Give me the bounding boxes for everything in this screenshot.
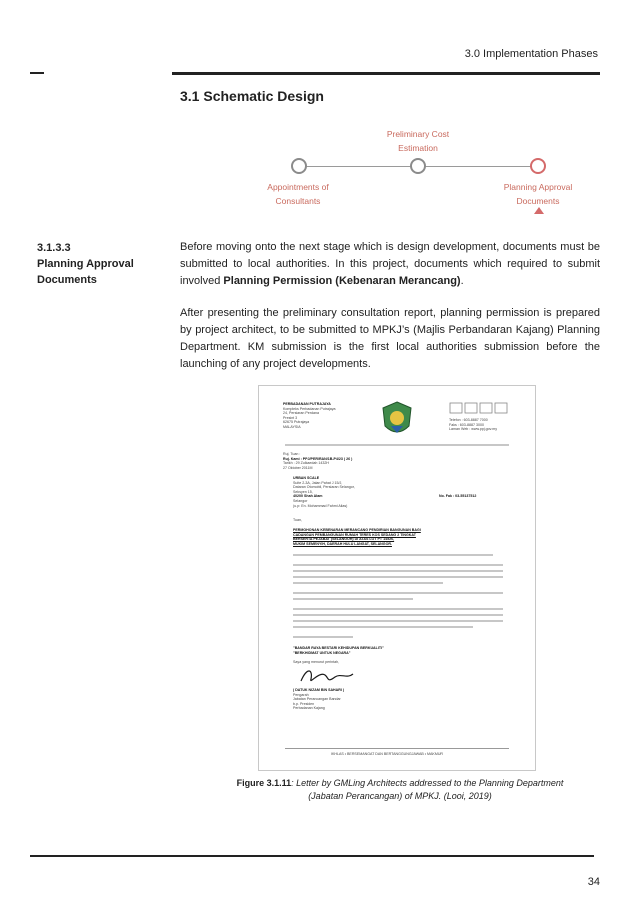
timeline-label-line: Appointments of bbox=[267, 182, 329, 192]
letter-line: Selangor bbox=[293, 498, 308, 503]
letter-line: 24, Persiaran Perdana bbox=[283, 411, 319, 416]
header-title: 3.0 Implementation Phases bbox=[464, 48, 598, 60]
letter-footer: IKHLAS • BERSEMANGAT DAN BERTANGGUNGJAWAB • MAKMUR bbox=[331, 752, 444, 756]
letter-line: PERBADANAN PUTRAJAYA bbox=[283, 402, 331, 406]
body-paragraph-2: After presenting the preliminary consultation report, planning permission is prepared by project architect, to be submitted to MPKJ’s (Majlis Perbandaran Kajang) Planning Department. KM submission is the first local authorities submission before the launching of any project developments. bbox=[180, 307, 600, 370]
letter-line: Presint 3 bbox=[283, 415, 298, 420]
figure-letter-image bbox=[258, 385, 536, 771]
timeline-label-line: Documents bbox=[516, 196, 560, 206]
letter-fax: No. Fak : 03-55137512 bbox=[439, 494, 477, 498]
letter-line: "BERKHIDMAT UNTUK NEGARA" bbox=[293, 650, 351, 655]
section-title: 3.1 Schematic Design bbox=[180, 88, 324, 104]
letter-subject-block bbox=[293, 528, 421, 546]
letter-closing: Saya yang menurut perintah, bbox=[293, 660, 340, 664]
letter-org-block bbox=[283, 402, 336, 430]
letter-address-block bbox=[293, 476, 355, 508]
letter-footer-divider bbox=[285, 748, 509, 749]
letter-line: MUKIM SEMENYIH, DAERAH HULU LANGAT, SELANGOR. bbox=[293, 541, 392, 546]
letter-reference-block bbox=[283, 452, 352, 470]
timeline-label-appointments bbox=[238, 180, 358, 208]
certification-logos-icon bbox=[449, 402, 509, 414]
timeline-node-appointments bbox=[291, 158, 307, 174]
letter-motto-block bbox=[293, 646, 384, 655]
letter-contact-lines: Telefon : 603-8887 7000 Faks : 603-8887 3000 Laman Web : www.ppj.gov.my bbox=[449, 418, 498, 432]
page-number: 34 bbox=[587, 876, 600, 888]
figure-caption-text: : Letter by GMLing Architects addressed to the Planning Department (Jabatan Perancangan) of MPKJ. (Looi, 2019) bbox=[291, 778, 564, 801]
timeline-label-line: Consultants bbox=[275, 196, 321, 206]
footer-rule bbox=[30, 855, 594, 857]
subsection-title-line: Documents bbox=[37, 274, 97, 286]
body-paragraph-1 bbox=[180, 239, 600, 290]
paragraph-bold-term: Planning Permission (Kebenaran Merancang) bbox=[223, 275, 461, 287]
letter-line: Suite 2-3A, Jalan Pahat J 15/J, bbox=[293, 480, 343, 485]
letter-line: ( DATUK NIZAM BIN SAHARI ) bbox=[293, 688, 345, 692]
letter-line: URBAN SCALE bbox=[293, 476, 320, 480]
subsection-number: 3.1.3.3 bbox=[37, 242, 71, 254]
letter-signatory-block bbox=[293, 688, 344, 711]
letter-line: Tarikh : 29 Zulkaedah 1432H bbox=[283, 461, 329, 466]
letter-line: CADANGAN PEMBANGUNAN RUMAH TERES KOS SEDANG 2 TINGKAT bbox=[293, 532, 416, 537]
letter-line: PERMOHONAN KEBENARAN MERANCANG PENDIRIAN BANGUNAN BAGI bbox=[293, 528, 421, 532]
letter-line: Ruj. Tuan : bbox=[283, 452, 301, 456]
letter-line: (u.p: En. Mohammad Fahmi Alias) bbox=[293, 503, 348, 508]
letter-line: 27 Oktober 2011M bbox=[283, 465, 313, 470]
timeline-node-planning-approval bbox=[530, 158, 546, 174]
letter-line: Ruj. Kami : PPJ/PER/RAN/1B-P4/23 ( 26 ) bbox=[283, 456, 353, 461]
timeline-label-line: Estimation bbox=[398, 143, 438, 153]
figure-caption bbox=[230, 777, 570, 803]
letter-document bbox=[271, 394, 523, 762]
timeline-label-planning-approval bbox=[478, 180, 598, 208]
phase-timeline bbox=[180, 120, 600, 220]
paragraph-text: Before moving onto the next stage which is design development, documents must be submitted to local authorities. In this project, documents which required to submit involved bbox=[180, 241, 600, 287]
letter-line: Perbadanan Kajang bbox=[293, 706, 325, 711]
subsection-title-line: Planning Approval bbox=[37, 258, 134, 270]
paragraph-text-end: . bbox=[460, 275, 464, 287]
letter-line: Kompleks Perbadanan Putrajaya bbox=[283, 406, 336, 411]
letter-line: "BANDAR RAYA BESTARI KEHIDUPAN BERKUALITI" bbox=[293, 646, 384, 650]
letter-line: b.p. Presiden bbox=[293, 701, 315, 706]
figure-label: Figure 3.1.11 bbox=[236, 778, 292, 788]
header-dash bbox=[30, 72, 44, 74]
letter-divider bbox=[285, 444, 509, 446]
letter-line: Seksyen 15, bbox=[293, 489, 313, 494]
current-phase-arrow-icon bbox=[534, 207, 544, 214]
letter-line: 62675 Putrajaya bbox=[283, 420, 310, 425]
subsection-heading bbox=[37, 240, 157, 288]
letter-line: BERSERTA PEJABAT (SELANGOR) DI ATAS LOT PT 14526, bbox=[293, 537, 395, 542]
letter-salutation: Tuan, bbox=[293, 518, 303, 522]
letter-line: 40200 Shah Alam bbox=[293, 494, 323, 499]
timeline-node-cost-estimation bbox=[410, 158, 426, 174]
timeline-label-line: Planning Approval bbox=[503, 182, 573, 192]
timeline-label-line: Preliminary Cost bbox=[386, 129, 450, 139]
letter-line: Pengarah bbox=[293, 692, 309, 697]
crest-logo-icon bbox=[379, 400, 415, 440]
header-rule bbox=[172, 72, 600, 75]
signature-icon bbox=[297, 665, 357, 687]
letter-line: Dataran Otomobil, Persiaran Selangor, bbox=[293, 485, 355, 490]
letter-line: MALAYSIA bbox=[283, 424, 301, 429]
letter-line: Jabatan Perancangan Bandar bbox=[293, 697, 341, 702]
timeline-label-cost-estimation bbox=[358, 127, 478, 155]
